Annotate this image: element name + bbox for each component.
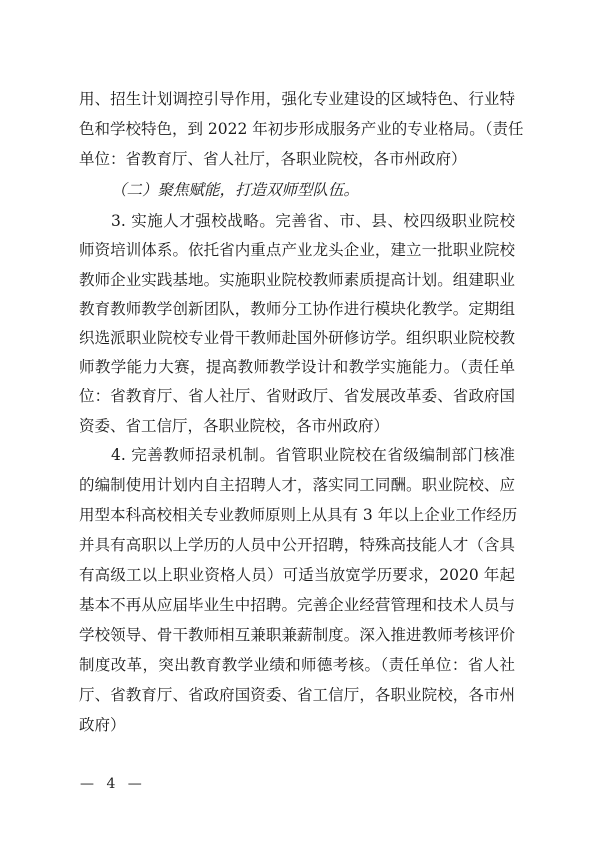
text-line: 并具有高职以上学历的人员中公开招聘，特殊高技能人才（含具 xyxy=(79,536,515,554)
text-line: 单位：省教育厅、省人社厅，各职业院校，各市州政府） xyxy=(79,150,467,168)
text-line: 位：省教育厅、省人社厅、省财政厅、省发展改革委、省政府国 xyxy=(79,387,515,405)
text-line: 制度改革，突出教育教学业绩和师德考核。（责任单位：省人社 xyxy=(79,656,515,674)
page-number: — 4 — xyxy=(80,776,146,792)
text-line: 师教学能力大赛，提高教师教学设计和教学实施能力。（责任单 xyxy=(79,358,515,376)
paragraph-start: 4. 完善教师招录机制。省管职业院校在省级编制部门核准 xyxy=(111,446,515,464)
text-line: 政府） xyxy=(79,716,126,734)
text-line: 师资培训体系。依托省内重点产业龙头企业，建立一批职业院校 xyxy=(79,241,515,259)
paragraph-start: 3. 实施人才强校战略。完善省、市、县、校四级职业院校 xyxy=(111,212,515,230)
text-line: 学校领导、骨干教师相互兼职兼薪制度。深入推进教师考核评价 xyxy=(79,626,515,644)
text-line: 的编制使用计划内自主招聘人才，落实同工同酬。职业院校、应 xyxy=(79,476,515,494)
text-line: 教师企业实践基地。实施职业院校教师素质提高计划。组建职业 xyxy=(79,271,515,289)
section-heading: （二）聚焦赋能，打造双师型队伍。 xyxy=(111,181,360,199)
text-line: 有高级工以上职业资格人员）可适当放宽学历要求，2020 年起 xyxy=(79,566,515,584)
text-line: 基本不再从应届毕业生中招聘。完善企业经营管理和技术人员与 xyxy=(79,596,515,614)
text-line: 教育教师教学创新团队，教师分工协作进行模块化教学。定期组 xyxy=(79,300,515,318)
text-line: 织选派职业院校专业骨干教师赴国外研修访学。组织职业院校教 xyxy=(79,329,515,347)
text-line: 用型本科高校相关专业教师原则上从具有 3 年以上企业工作经历 xyxy=(79,506,518,524)
text-line: 用、招生计划调控引导作用，强化专业建设的区域特色、行业特 xyxy=(79,90,515,108)
text-line: 厅、省教育厅、省政府国资委、省工信厅，各职业院校，各市州 xyxy=(79,686,515,704)
text-line: 资委、省工信厅，各职业院校，各市州政府） xyxy=(79,417,390,435)
text-line: 色和学校特色，到 2022 年初步形成服务产业的专业格局。（责任 xyxy=(79,120,524,138)
